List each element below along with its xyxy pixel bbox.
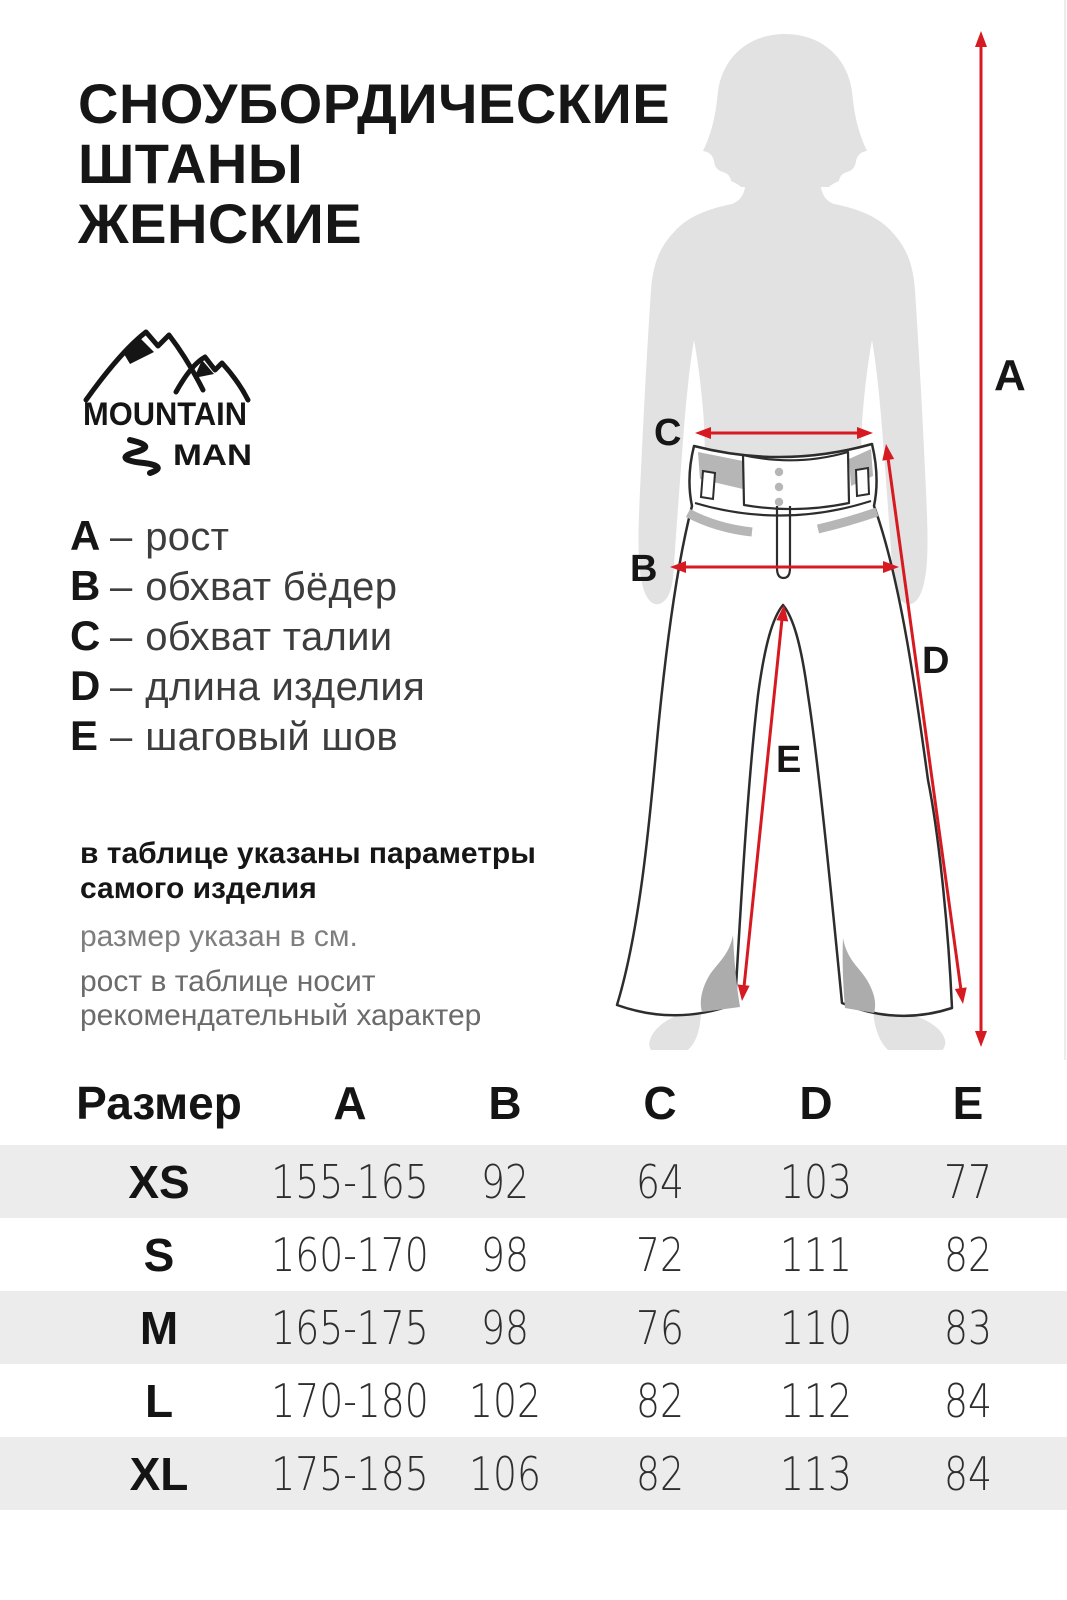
page-title bbox=[78, 74, 670, 254]
diagram-label-b: B bbox=[630, 548, 658, 590]
value-c: 76 bbox=[635, 1300, 685, 1355]
legend-letter-b: B bbox=[70, 562, 101, 609]
col-header-e: E bbox=[952, 1076, 984, 1129]
col-header-a: A bbox=[333, 1076, 367, 1129]
title-line-1: СНОУБОРДИЧЕСКИЕ bbox=[78, 72, 671, 135]
value-d: 103 bbox=[779, 1154, 853, 1209]
river-squiggle-icon bbox=[126, 440, 158, 473]
legend-dash: – bbox=[110, 615, 133, 659]
legend-label-b: обхват бёдер bbox=[145, 565, 398, 609]
value-d: 112 bbox=[779, 1373, 853, 1428]
table-row-l bbox=[0, 1364, 1067, 1437]
value-b: 102 bbox=[468, 1373, 542, 1428]
silhouette-left-foot bbox=[649, 1013, 701, 1050]
value-b: 98 bbox=[480, 1300, 530, 1355]
value-d: 113 bbox=[779, 1446, 853, 1501]
arrow-A-height bbox=[975, 31, 987, 1047]
table-row-xs bbox=[0, 1145, 1067, 1218]
diagram-label-e: E bbox=[776, 739, 802, 781]
size-table bbox=[0, 1060, 1067, 1510]
legend-item-d bbox=[70, 662, 425, 712]
note-emphasis-line2: самого изделия bbox=[80, 872, 317, 905]
col-header-b: B bbox=[488, 1076, 522, 1129]
value-b: 92 bbox=[480, 1154, 530, 1209]
value-b: 98 bbox=[480, 1227, 530, 1282]
legend-letter-c: C bbox=[70, 612, 101, 659]
size-label: M bbox=[139, 1301, 179, 1354]
size-label: S bbox=[143, 1228, 175, 1281]
size-table-header-row bbox=[0, 1060, 1067, 1145]
legend-dash: – bbox=[110, 515, 133, 559]
value-c: 72 bbox=[635, 1227, 685, 1282]
note-disclaimer-line2: рекомендательный характер bbox=[80, 999, 482, 1032]
value-e: 84 bbox=[943, 1446, 993, 1501]
legend-dash: – bbox=[110, 565, 133, 609]
legend-letter-a: A bbox=[70, 512, 101, 559]
legend-item-c bbox=[70, 612, 425, 662]
value-e: 77 bbox=[943, 1154, 993, 1209]
brand-logo bbox=[72, 312, 294, 482]
col-header-d: D bbox=[799, 1076, 833, 1129]
legend-label-a: рост bbox=[145, 515, 230, 559]
measurement-legend bbox=[70, 512, 425, 762]
legend-dash: – bbox=[110, 715, 133, 759]
value-c: 64 bbox=[635, 1154, 685, 1209]
right-belt-loop bbox=[856, 468, 869, 496]
value-c: 82 bbox=[635, 1373, 685, 1428]
diagram-label-c: C bbox=[654, 412, 682, 454]
mountain-shadow-left bbox=[124, 338, 154, 364]
value-a: 165-175 bbox=[271, 1300, 429, 1355]
front-placket-panel bbox=[743, 452, 849, 509]
brand-name-bottom: MAN bbox=[173, 439, 252, 472]
value-a: 170-180 bbox=[271, 1373, 429, 1428]
value-c: 82 bbox=[635, 1446, 685, 1501]
value-a: 175-185 bbox=[271, 1446, 429, 1501]
legend-item-e bbox=[70, 712, 425, 762]
brand-name-top: MOUNTAIN bbox=[83, 396, 247, 432]
size-label: XL bbox=[129, 1447, 189, 1500]
legend-dash: – bbox=[110, 665, 133, 709]
note-emphasis-line1: в таблице указаны параметры bbox=[80, 837, 536, 870]
legend-label-c: обхват талии bbox=[145, 615, 393, 659]
pants-measurement-diagram bbox=[600, 20, 1067, 1050]
value-b: 106 bbox=[468, 1446, 542, 1501]
legend-label-e: шаговый шов bbox=[145, 715, 398, 759]
table-row-m bbox=[0, 1291, 1067, 1364]
legend-letter-d: D bbox=[70, 662, 101, 709]
title-line-3: ЖЕНСКИЕ bbox=[78, 192, 363, 255]
silhouette-hair bbox=[703, 34, 867, 187]
value-e: 84 bbox=[943, 1373, 993, 1428]
value-e: 83 bbox=[943, 1300, 993, 1355]
value-a: 160-170 bbox=[271, 1227, 429, 1282]
note-disclaimer-line1: рост в таблице носит bbox=[80, 965, 376, 998]
placket-buttons bbox=[775, 468, 783, 506]
diagram-label-d: D bbox=[922, 640, 950, 682]
legend-letter-e: E bbox=[70, 712, 99, 759]
legend-label-d: длина изделия bbox=[145, 665, 426, 709]
value-a: 155-165 bbox=[271, 1154, 429, 1209]
legend-item-b bbox=[70, 562, 425, 612]
left-belt-loop bbox=[701, 471, 715, 499]
legend-item-a bbox=[70, 512, 425, 562]
value-d: 111 bbox=[779, 1227, 853, 1282]
table-row-s bbox=[0, 1218, 1067, 1291]
size-label: XS bbox=[128, 1155, 190, 1208]
col-header-size: Размер bbox=[76, 1076, 242, 1129]
note-units: размер указан в см. bbox=[80, 920, 358, 953]
title-line-2: ШТАНЫ bbox=[78, 132, 304, 195]
table-notes bbox=[80, 836, 620, 1033]
table-row-xl bbox=[0, 1437, 1067, 1510]
col-header-c: C bbox=[643, 1076, 677, 1129]
value-d: 110 bbox=[779, 1300, 853, 1355]
mountain-icon bbox=[86, 332, 248, 400]
diagram-label-a: A bbox=[994, 351, 1026, 400]
size-label: L bbox=[144, 1374, 174, 1427]
value-e: 82 bbox=[943, 1227, 993, 1282]
